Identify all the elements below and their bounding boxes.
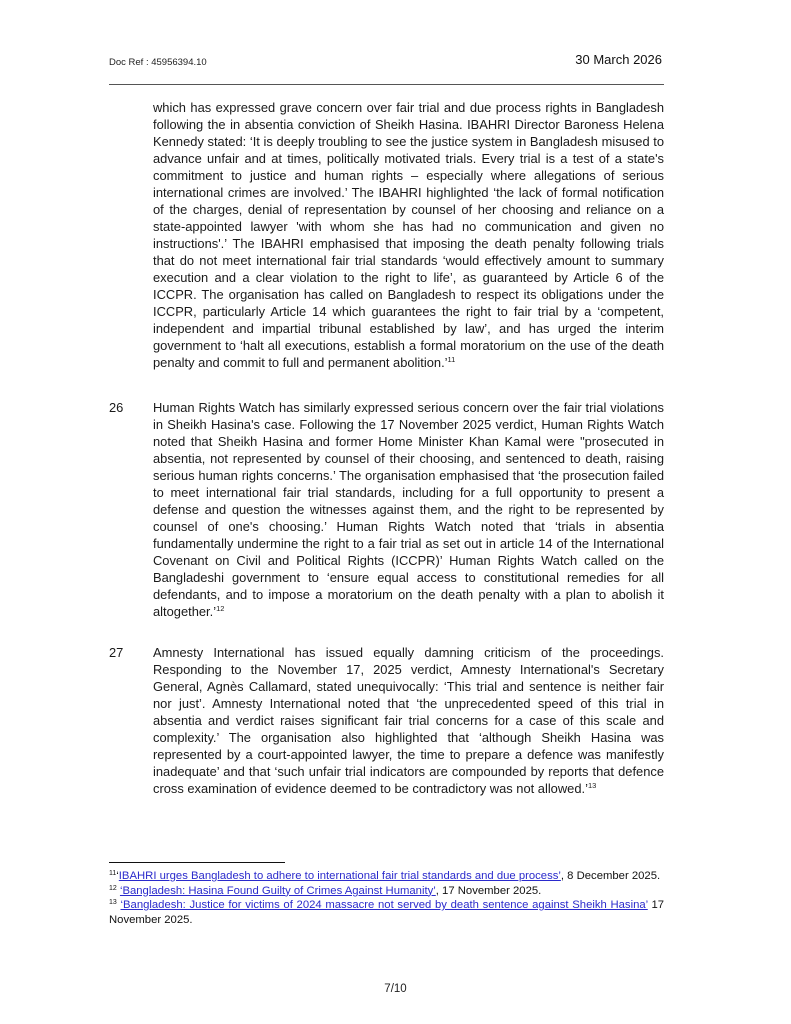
header-divider <box>109 84 664 85</box>
paragraph-continuation <box>153 99 664 371</box>
paragraph-26 <box>153 399 664 620</box>
paragraph-text: Human Rights Watch has similarly expressed serious concern over the fair trial violations in Sheikh Hasina's case. Following the 17 November 2025 verdict, Human Rights Watch noted that Sheikh Hasina and former Home Minister Khan Kamal were "prosecuted in absentia, not represented by counsel of their choosing, and sentenced to death, raising serious human rights concerns.’ The organisation emphasised that ‘the prosecution failed to meet international fair trial standards, including for a full opportunity to present a defense and question the witnesses against them, and the right to be represented by counsel of one's choosing.’ Human Rights Watch noted that ‘trials in absentia fundamentally undermine the right to a fair trial as set out in article 14 of the International Covenant on Civil and Political Rights (ICCPR)’ Human Rights Watch called on the Bangladeshi government to ‘ensure equal access to constitutional remedies for all defendants, and to impose a moratorium on the death penalty with a plan to abolish it altogether.’ <box>153 400 664 619</box>
paragraph-27 <box>153 644 664 797</box>
paragraph-text: Amnesty International has issued equally damning criticism of the proceedings. Responding to the November 17, 2025 verdict, Amnesty International's Secretary General, Agnès Callamard, stated unequivocally: ‘This trial and sentence is neither fair nor just’. Amnesty International noted that ‘the unprecedented speed of this trial in absentia and verdict raises significant fair trial concerns for a case of this scale and complexity.’ The organisation also highlighted that ‘although Sheikh Hasina was represented by a court-appointed lawyer, the time to prepare a defence was manifestly inadequate’ and that ‘such unfair trial indicators are compounded by reports that defence cross examination of evidence deemed to be contradictory was not allowed.’ <box>153 645 664 796</box>
footnote-number: 13 <box>109 899 117 906</box>
paragraph-number: 26 <box>109 400 124 415</box>
footnote-12: $^{12}$ ‘Bangladesh: Hasina Found Guilty of Crimes Against Humanity’, 17 November 2025. <box>109 884 542 897</box>
footnote-link[interactable]: IBAHRI urges Bangladesh to adhere to international fair trial standards and due process’ <box>118 870 561 882</box>
footnote-ref[interactable]: 11 <box>447 355 456 364</box>
footnote-number: 12 <box>109 884 117 892</box>
page-header <box>109 52 662 86</box>
footnote-ref[interactable]: 13 <box>587 781 597 790</box>
footnote-number: 11 <box>109 870 117 877</box>
paragraph-number: 27 <box>109 645 124 660</box>
doc-date: 30 March 2026 <box>575 52 662 67</box>
footnote-13: $^{13}$ ‘Bangladesh: Justice for victims of 2024 massacre not served by death sentence against Sheikh Hasina’ 17 November 2025. <box>109 899 665 926</box>
footnote-11: $^{11}$‘IBAHRI urges Bangladesh to adhere to international fair trial standards and due process’, 8 December 2025. <box>109 870 661 882</box>
paragraph-text: which has expressed grave concern over fair trial and due process rights in Bangladesh following the in absentia conviction of Sheikh Hasina. IBAHRI Director Baroness Helena Kennedy stated: ‘It is deeply troubling to see the justice system in Bangladesh misused to advance unfair and at times, politically motivated trials. Every trial is a test of a state's commitment to justice and human rights – especially where allegations of serious international crimes are involved.’ The IBAHRI highlighted ‘the lack of formal notification of the charges, denial of representation by counsel of her choosing and reliance on a state-appointed lawyer 'with whom she has had no communication and given no instructions'.’ The IBAHRI emphasised that imposing the death penalty following trials that do not meet international fair trial standards ‘would effectively amount to summary execution and a clear violation to the right to life’, as guaranteed by Article 6 of the ICCPR. The organisation has called on Bangladesh to respect its obligations under the ICCPR, particularly Article 14 which guarantees the right to fair trial by a ‘competent, independent and impartial tribunal established by law’, and has urged the interim government to ‘halt all executions, establish a formal moratorium on the use of the death penalty and commit to full and permanent abolition.’ <box>153 100 664 370</box>
footnotes <box>109 869 664 927</box>
page-number: 7/10 <box>384 983 407 995</box>
footnote-link[interactable]: ‘Bangladesh: Justice for victims of 2024 massacre not served by death sentence against Sheikh Hasina’ <box>120 899 648 911</box>
footnote-ref[interactable]: 12 <box>216 604 225 613</box>
footnote-link[interactable]: ‘Bangladesh: Hasina Found Guilty of Crimes Against Humanity’ <box>119 884 436 897</box>
footnote-divider <box>109 862 285 863</box>
doc-reference: Doc Ref : 45956394.10 <box>109 57 207 68</box>
